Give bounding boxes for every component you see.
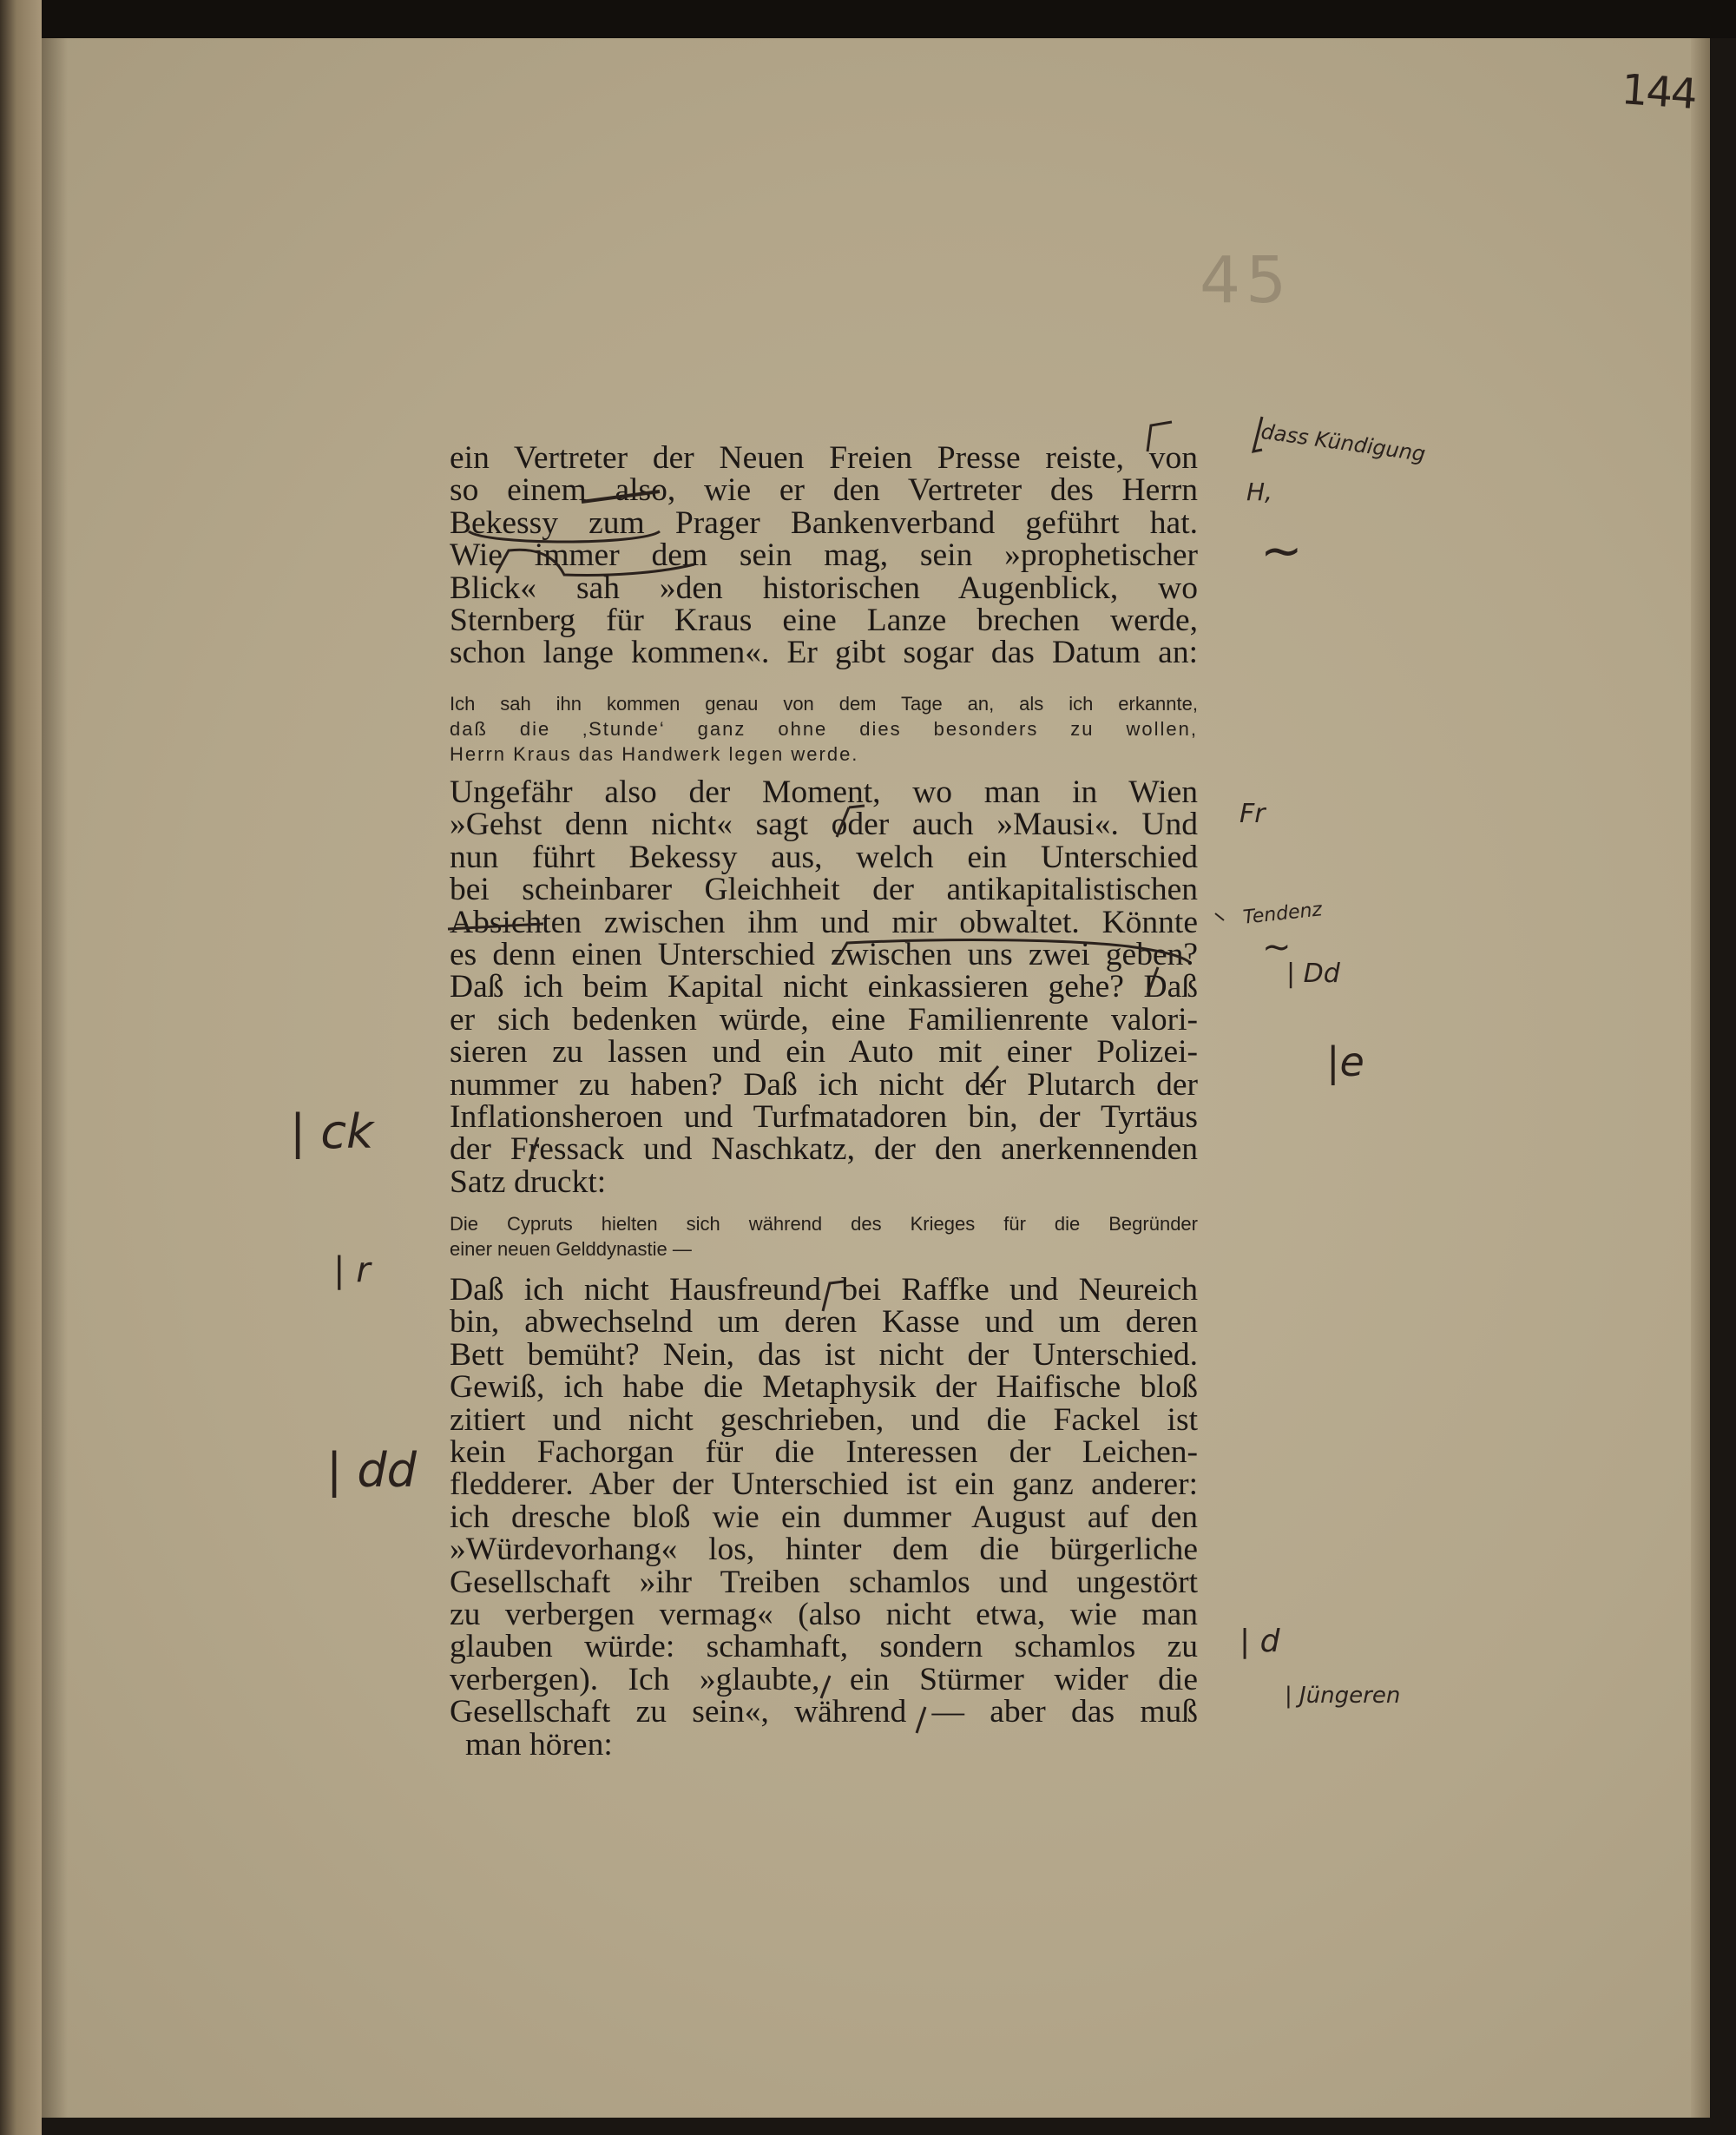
margin-note: dass Kündigung xyxy=(1259,418,1427,467)
correction-mark xyxy=(821,1676,830,1698)
text-line: Wie immer dem sein mag, sein »prophetischer xyxy=(450,537,1198,574)
text-line: nun führt Bekessy aus, welch ein Unterschied xyxy=(450,839,1198,875)
text-line: Ungefähr also der Moment, wo man in Wien xyxy=(450,774,1198,810)
correction-mark xyxy=(837,806,865,837)
text-line: Daß ich beim Kapital nicht einkassieren gehe? Daß xyxy=(450,969,1198,1005)
text-line: Absichten zwischen ihm und mir obwaltet. Könnte xyxy=(450,904,1198,940)
text-line: glauben würde: schamhaft, sondern schamlos zu xyxy=(450,1629,1198,1665)
text-line: Inflationsheroen und Turfmatadoren bin, der Tyrtäus xyxy=(450,1099,1198,1136)
text-line: nummer zu haben? Daß ich nicht der Plutarch der xyxy=(450,1066,1198,1103)
correction-mark xyxy=(496,550,694,575)
text-line: Gewiß, ich habe die Metaphysik der Haifische bloß xyxy=(450,1369,1198,1406)
text-line: ich dresche bloß wie ein dummer August auf den xyxy=(450,1499,1198,1535)
correction-mark xyxy=(981,1066,998,1087)
margin-note: | Dd xyxy=(1286,959,1340,989)
text-line: Gesellschaft zu sein«, während — aber das muß xyxy=(450,1694,1198,1730)
text-line: der Fressack und Naschkatz, der den anerkennenden xyxy=(450,1131,1198,1168)
text-line: schon lange kommen«. Er gibt sogar das Datum an: xyxy=(450,635,1198,671)
quote-line: daß die ‚Stunde‘ ganz ohne dies besonders zu wollen, xyxy=(450,718,1198,740)
text-line: Satz druckt: xyxy=(450,1163,607,1200)
text-line: Gesellschaft »ihr Treiben schamlos und ungestört xyxy=(450,1564,1198,1600)
text-line: Blick« sah »den historischen Augenblick, wo xyxy=(450,570,1198,606)
text-line: man hören: xyxy=(465,1726,613,1763)
margin-note: | Jüngeren xyxy=(1285,1683,1401,1709)
correction-mark xyxy=(1253,417,1262,451)
text-line: ein Vertreter der Neuen Freien Presse reiste, von xyxy=(450,440,1198,476)
quote-line: Ich sah ihn kommen genau von dem Tage an, als ich erkannte, xyxy=(450,693,1198,715)
quote-line: einer neuen Gelddynastie — xyxy=(450,1238,692,1260)
text-line: bei scheinbarer Gleichheit der antikapitalistischen xyxy=(450,872,1198,908)
correction-mark xyxy=(1147,422,1172,451)
text-line: zitiert und nicht geschrieben, und die Fackel ist xyxy=(450,1401,1198,1438)
text-line: Bekessy zum Prager Bankenverband geführt hat. xyxy=(450,504,1198,541)
margin-note: Fr xyxy=(1240,799,1266,829)
correction-mark xyxy=(835,940,1189,964)
correction-mark xyxy=(823,1282,844,1311)
text-line: Bett bemüht? Nein, das ist nicht der Unterschied. xyxy=(450,1336,1198,1373)
correction-mark xyxy=(448,924,543,929)
text-line: verbergen). Ich »glaubte, ein Stürmer wider die xyxy=(450,1661,1198,1697)
text-line: es denn einen Unterschied zwischen uns zwei geben? xyxy=(450,937,1198,973)
margin-note: ~ xyxy=(1260,521,1303,580)
margin-note: ~ xyxy=(1262,927,1292,967)
correction-mark xyxy=(469,531,660,542)
margin-note: H, xyxy=(1246,478,1272,506)
correction-mark xyxy=(529,1137,538,1162)
margin-note: Tendenz xyxy=(1241,899,1324,929)
text-line: sieren zu lassen und ein Auto mit einer Polizei- xyxy=(450,1034,1198,1071)
correction-mark xyxy=(917,1707,925,1733)
text-line: fledderer. Aber der Unterschied ist ein ganz anderer: xyxy=(450,1466,1198,1503)
text-line: »Würdevorhang« los, hinter dem die bürgerliche xyxy=(450,1532,1198,1568)
text-line: Sternberg für Kraus eine Lanze brechen werde, xyxy=(450,603,1198,639)
text-line: er sich bedenken würde, eine Familienrente valori- xyxy=(450,1001,1198,1038)
margin-note: | dd xyxy=(326,1443,417,1498)
text-line: »Gehst denn nicht« sagt oder auch »Mausi«. Und xyxy=(450,807,1198,843)
page-number: 144 xyxy=(1620,65,1698,119)
text-line: so einem also, wie er den Vertreter des Herrn xyxy=(450,472,1198,509)
correction-mark xyxy=(582,491,660,502)
quote-line: Die Cypruts hielten sich während des Krieges für die Begründer xyxy=(450,1213,1198,1235)
margin-note: | r xyxy=(333,1250,371,1290)
correction-mark xyxy=(1147,967,1158,995)
text-line: Daß ich nicht Hausfreund bei Raffke und Neureich xyxy=(450,1272,1198,1308)
quote-line: Herrn Kraus das Handwerk legen werde. xyxy=(450,743,859,765)
text-line: kein Fachorgan für die Interessen der Leichen- xyxy=(450,1434,1198,1471)
margin-note: | ck xyxy=(290,1104,374,1159)
pencil-page-number: 45 xyxy=(1200,243,1292,318)
margin-note: | d xyxy=(1240,1624,1280,1659)
text-line: zu verbergen vermag« (also nicht etwa, wie man xyxy=(450,1597,1198,1633)
correction-mark xyxy=(1215,913,1224,920)
margin-note: |e xyxy=(1326,1038,1364,1085)
text-line: bin, abwechselnd um deren Kasse und um deren xyxy=(450,1304,1198,1341)
